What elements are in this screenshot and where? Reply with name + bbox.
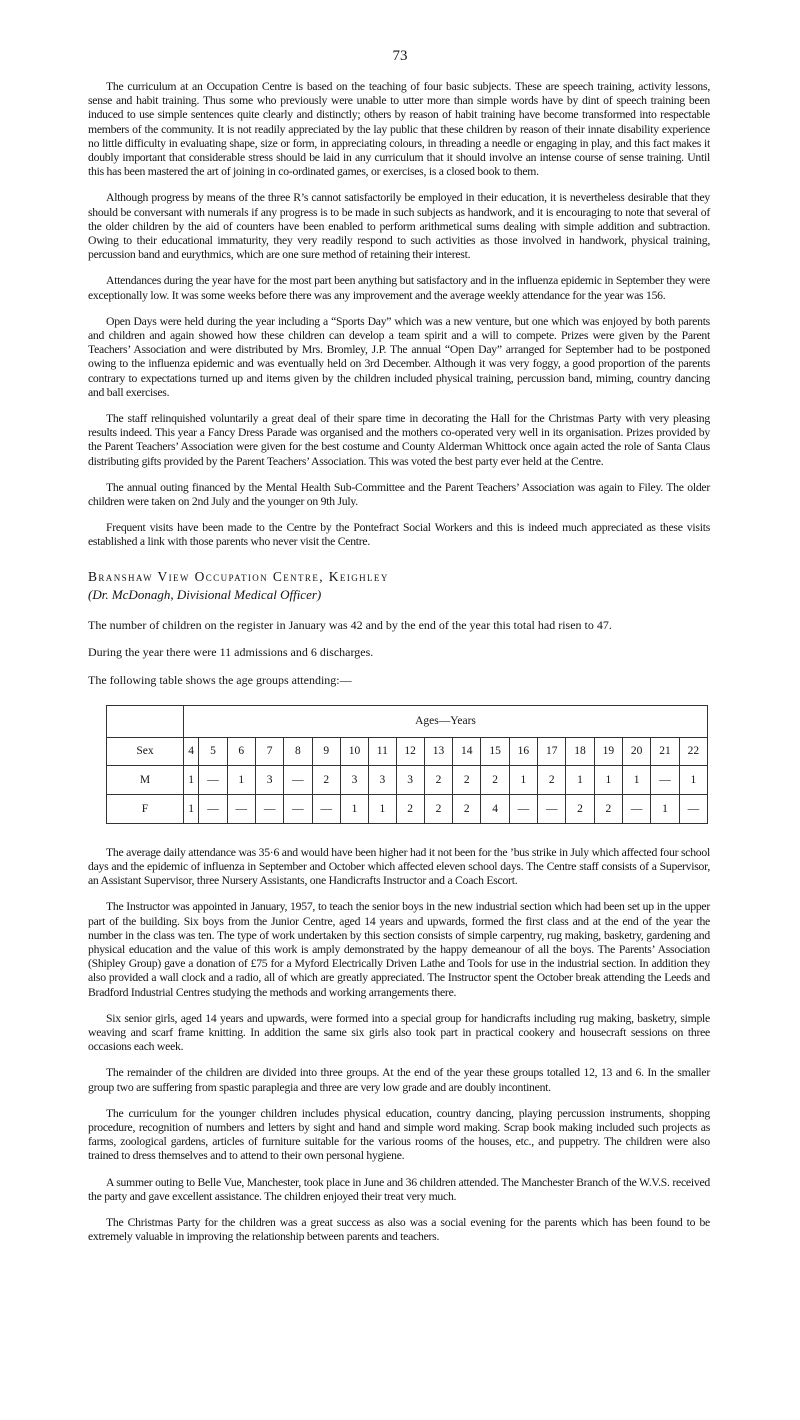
count-cell: 2 bbox=[453, 765, 481, 794]
paragraph-christmas-party: The staff relinquished voluntarily a great deal of their spare time in decorating the Hall for the Christmas Party with very pleasing results indeed. This year a Fancy Dress Parade was organised and the mothers co-operated very well in its organisation. Prizes provided by the Parent Teachers’ Association were given for the best costume and County Alderman Whittock once again acted the role of Santa Claus distributing gifts provided by the Parent Teachers’ Association. This was voted the best party ever held at the Centre. bbox=[88, 412, 710, 468]
count-cell: 1 bbox=[679, 765, 707, 794]
table-header-row bbox=[107, 705, 708, 737]
count-cell: 2 bbox=[396, 794, 424, 823]
age-header: 16 bbox=[509, 737, 537, 765]
paragraph-christmas-social: The Christmas Party for the children was a great success as also was a social evening for the parents which has been found to be extremely valuable in improving the relationship between parents and teachers. bbox=[88, 1215, 710, 1244]
count-cell: 1 bbox=[184, 765, 199, 794]
sex-header: Sex bbox=[107, 737, 184, 765]
paragraph-average-attendance: The average daily attendance was 35·6 and would have been higher had it not been for the ’bus strike in July which affected four school days and the epidemic of influenza in September and October which affected eleven school days. The Centre staff consists of a Supervisor, an Assistant Supervisor, three Nursery Assistants, one Handicrafts Instructor and a Coach Escort. bbox=[88, 845, 710, 888]
paragraph-curriculum: The curriculum at an Occupation Centre is based on the teaching of four basic subjects. These are speech training, activity lessons, sense and habit training. Thus some who previously were unable to utter more than simple words have by dint of speech training been induced to use simple sentences quite clearly and distinctly; others by reason of habit training have become transformed into respectable members of the community. It is not readily appreciated by the lay public that these children by reason of their innate disability experience no little difficulty in evaluating shape, size or form, in appreciating colours, in threading a needle or engaging in play, and this fact makes it doubly important that considerable stress should be laid in any curriculum that it should involve an intense course of sense training. Until this has been mastered the art of joining in co-ordinated games, or exercises, is a closed book to them. bbox=[88, 80, 710, 179]
section-subtitle: (Dr. McDonagh, Divisional Medical Officer) bbox=[88, 586, 322, 602]
count-cell: — bbox=[623, 794, 651, 823]
age-header: 20 bbox=[623, 737, 651, 765]
count-cell: — bbox=[312, 794, 340, 823]
count-cell: — bbox=[227, 794, 255, 823]
age-header: 14 bbox=[453, 737, 481, 765]
sex-cell: F bbox=[107, 794, 184, 823]
count-cell: 2 bbox=[566, 794, 594, 823]
table-intro-line: The following table shows the age groups attending:— bbox=[88, 672, 352, 687]
count-cell: 1 bbox=[566, 765, 594, 794]
age-header: 15 bbox=[481, 737, 509, 765]
count-cell: — bbox=[284, 794, 312, 823]
count-cell: 2 bbox=[453, 794, 481, 823]
age-header: 5 bbox=[199, 737, 227, 765]
age-header: 18 bbox=[566, 737, 594, 765]
count-cell: — bbox=[538, 794, 566, 823]
count-cell: 1 bbox=[651, 794, 679, 823]
document-body bbox=[88, 80, 710, 1256]
count-cell: 1 bbox=[227, 765, 255, 794]
count-cell: 2 bbox=[312, 765, 340, 794]
paragraph-open-days: Open Days were held during the year including a “Sports Day” which was a new venture, but one which was enjoyed by both parents and children and again showed how these children can develop a team spirit and a will to compete. Prizes were given by the Parent Teachers’ Association and were distributed by Mrs. Bromley, J.P. The annual “Open Day” arranged for September had to be postponed owing to the influenza epidemic and was eventually held on 3rd December. Although it was very foggy, a good proportion of the parents contrary to expectations turned up and items given by the children included physical training, percussion band, miming, country dancing and ball exercises. bbox=[88, 314, 710, 399]
sex-header-spacer bbox=[107, 705, 184, 737]
count-cell: — bbox=[679, 794, 707, 823]
age-header: 21 bbox=[651, 737, 679, 765]
count-cell: 1 bbox=[509, 765, 537, 794]
age-header: 7 bbox=[255, 737, 283, 765]
paragraph-annual-outing: The annual outing financed by the Mental Health Sub-Committee and the Parent Teachers’ Association was again to Filey. The older children were taken on 2nd July and the younger on 9th July. bbox=[88, 480, 710, 509]
count-cell: — bbox=[509, 794, 537, 823]
paragraph-numerals: Although progress by means of the three R’s cannot satisfactorily be employed in their education, it is nevertheless desirable that they should be conversant with numerals if any progress is to be made in such subjects as handwork, and it is encouraging to note that several of the older children by the aid of counters have been enabled to perform arithmetical sums dealing with simple addition and subtraction. Owing to their educational immaturity, they very readily respond to such activities as those involved in handwork, physical training, percussion band and eurythmics, which are one sure method of retaining their interest. bbox=[88, 191, 710, 262]
register-count-line: The number of children on the register in January was 42 and by the end of the year this total had risen to 47. bbox=[88, 618, 612, 633]
age-header: 8 bbox=[284, 737, 312, 765]
table-row-female bbox=[107, 794, 708, 823]
ages-group-header: Ages—Years bbox=[184, 705, 708, 737]
count-cell: 1 bbox=[594, 765, 622, 794]
paragraph-remaining-groups: The remainder of the children are divided into three groups. At the end of the year these groups totalled 12, 13 and 6. In the smaller group two are suffering from spastic paraplegia and three are very low grade and are doubly incontinent. bbox=[88, 1066, 710, 1094]
age-header: 22 bbox=[679, 737, 707, 765]
count-cell: — bbox=[284, 765, 312, 794]
age-header: 6 bbox=[227, 737, 255, 765]
count-cell: 1 bbox=[369, 794, 396, 823]
paragraph-summer-outing: A summer outing to Belle Vue, Manchester, took place in June and 36 children attended. The Manchester Branch of the W.V.S. received the party and gave excellent assistance. The children enjoyed their treat very much. bbox=[88, 1175, 710, 1203]
age-header: 19 bbox=[594, 737, 622, 765]
count-cell: 1 bbox=[340, 794, 368, 823]
paragraph-social-workers: Frequent visits have been made to the Centre by the Pontefract Social Workers and this is indeed much appreciated as these visits established a link with those parents who never visit the Centre. bbox=[88, 521, 710, 549]
count-cell: 4 bbox=[481, 794, 509, 823]
count-cell: — bbox=[199, 765, 227, 794]
count-cell: 3 bbox=[396, 765, 424, 794]
count-cell: 2 bbox=[424, 765, 452, 794]
section-title: Branshaw View Occupation Centre, Keighley bbox=[88, 568, 389, 584]
count-cell: 2 bbox=[594, 794, 622, 823]
count-cell: 2 bbox=[538, 765, 566, 794]
admissions-line: During the year there were 11 admissions and 6 discharges. bbox=[88, 645, 374, 660]
count-cell: 3 bbox=[369, 765, 396, 794]
age-header: 4 bbox=[184, 737, 199, 765]
age-header: 11 bbox=[369, 737, 396, 765]
page-number: 73 bbox=[392, 48, 408, 64]
age-groups-table bbox=[106, 705, 708, 824]
age-header: 13 bbox=[424, 737, 452, 765]
count-cell: 3 bbox=[255, 765, 283, 794]
count-cell: 1 bbox=[184, 794, 199, 823]
age-header: 9 bbox=[312, 737, 340, 765]
paragraph-attendances: Attendances during the year have for the most part been anything but satisfactory and in the influenza epidemic in September they were exceptionally low. It was some weeks before there was any improvement and the average weekly attendance for the year was 156. bbox=[88, 274, 710, 302]
count-cell: 2 bbox=[481, 765, 509, 794]
count-cell: 2 bbox=[424, 794, 452, 823]
count-cell: 1 bbox=[623, 765, 651, 794]
paragraph-senior-girls: Six senior girls, aged 14 years and upwards, were formed into a special group for handicrafts including rug making, basketry, simple weaving and scarf frame knitting. In addition the same six girls also took part in practical cookery and housecraft sessions on three occasions each week. bbox=[88, 1011, 710, 1054]
age-header: 10 bbox=[340, 737, 368, 765]
table-age-row bbox=[107, 737, 708, 765]
paragraph-instructor: The Instructor was appointed in January, 1957, to teach the senior boys in the new industrial section which had been set up in the upper part of the building. Six boys from the Junior Centre, aged 14 years and upwards, formed the first class and at the end of the year the number in the class was ten. The type of work undertaken by this section consists of simple carpentry, rug making, basketry, gardening and physical education and the value of this work is amply demonstrated by the happy demeanour of all the boys. The Parents’ Association (Shipley Group) gave a donation of £75 for a Myford Electrically Driven Lathe and Tools for use in the industrial section. In addition they also provided a wall clock and a radio, all of which are greatly appreciated. The Instructor spent the October break attending the Leeds and Bradford Industrial Centres studying the methods and working arrangements there. bbox=[88, 900, 710, 999]
table-row-male bbox=[107, 765, 708, 794]
count-cell: — bbox=[255, 794, 283, 823]
sex-cell: M bbox=[107, 765, 184, 794]
count-cell: 3 bbox=[340, 765, 368, 794]
age-header: 17 bbox=[538, 737, 566, 765]
age-header: 12 bbox=[396, 737, 424, 765]
count-cell: — bbox=[651, 765, 679, 794]
count-cell: — bbox=[199, 794, 227, 823]
paragraph-younger-curriculum: The curriculum for the younger children includes physical education, country dancing, playing percussion instruments, shopping procedure, recognition of numbers and letters by sight and hand and simple word making. Scrap book making included such projects as farms, zoological gardens, articles of furniture suitable for the various rooms of the houses, etc., and puppetry. The children were also trained to dress themselves and to attend to their own personal hygiene. bbox=[88, 1106, 710, 1163]
